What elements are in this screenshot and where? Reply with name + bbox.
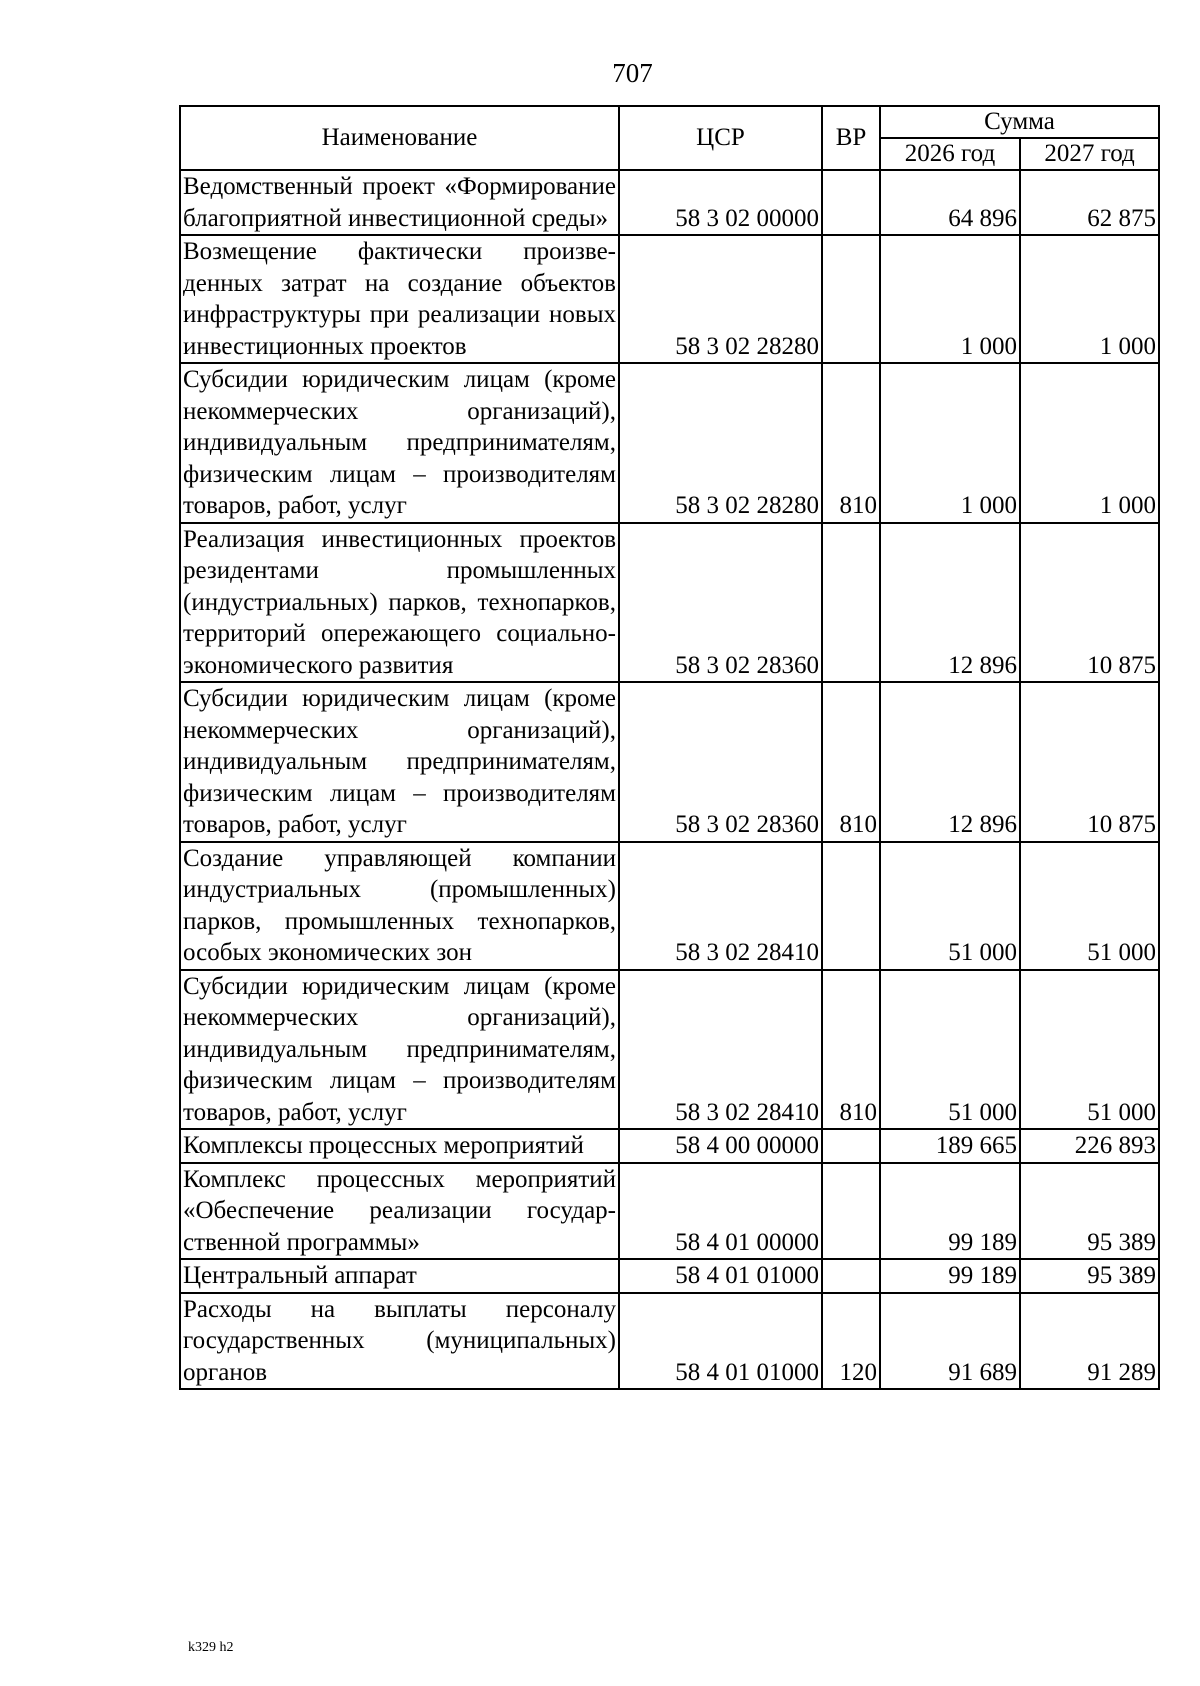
row-name-cell: Ведомственный проект «Формирование благоприятной инвестиционной среды» (180, 170, 619, 235)
row-sum-2027-cell: 51 000 (1020, 842, 1159, 970)
row-name-cell: Субсидии юридическим лицам (кроме некоммерческих организаций), индивидуальным предпринимателям, физическим лицам – производителям товаров, работ, услуг (180, 363, 619, 523)
row-sum-2027-cell: 10 875 (1020, 682, 1159, 842)
table-row (180, 170, 1159, 235)
header-row-1 (180, 106, 1159, 138)
row-vr-cell: 120 (822, 1293, 880, 1390)
row-vr-cell: 810 (822, 970, 880, 1130)
row-sum-2026-cell: 12 896 (880, 523, 1020, 683)
row-csr-cell: 58 3 02 28360 (619, 682, 822, 842)
row-sum-2027-cell: 51 000 (1020, 970, 1159, 1130)
header-vr: ВР (822, 106, 880, 170)
row-csr-cell: 58 4 01 01000 (619, 1259, 822, 1293)
row-sum-2026-cell: 64 896 (880, 170, 1020, 235)
row-csr-cell: 58 3 02 28410 (619, 842, 822, 970)
row-csr-cell: 58 3 02 28280 (619, 363, 822, 523)
header-year-2027: 2027 год (1020, 138, 1159, 170)
header-csr: ЦСР (619, 106, 822, 170)
row-name-cell: Комплекс процессных мероприятий «Обеспечение реализации государственной программы» (180, 1163, 619, 1260)
table-body (180, 170, 1159, 1389)
row-sum-2026-cell: 51 000 (880, 970, 1020, 1130)
row-sum-2026-cell: 12 896 (880, 682, 1020, 842)
row-vr-cell (822, 235, 880, 363)
row-csr-cell: 58 4 01 01000 (619, 1293, 822, 1390)
table-row (180, 1293, 1159, 1390)
page-number: 707 (612, 58, 653, 88)
row-csr-cell: 58 3 02 28360 (619, 523, 822, 683)
row-sum-2027-cell: 62 875 (1020, 170, 1159, 235)
row-name-cell: Комплексы процессных мероприятий (180, 1129, 619, 1163)
row-name-cell: Центральный аппарат (180, 1259, 619, 1293)
header-year-2026: 2026 год (880, 138, 1020, 170)
row-vr-cell (822, 842, 880, 970)
row-sum-2026-cell: 99 189 (880, 1259, 1020, 1293)
table-row (180, 1163, 1159, 1260)
table-row (180, 523, 1159, 683)
row-sum-2026-cell: 91 689 (880, 1293, 1020, 1390)
header-sum: Сумма (880, 106, 1159, 138)
row-csr-cell: 58 3 02 00000 (619, 170, 822, 235)
row-vr-cell (822, 1129, 880, 1163)
table-row (180, 1259, 1159, 1293)
row-name-cell: Субсидии юридическим лицам (кроме некоммерческих организаций), индивидуальным предпринимателям, физическим лицам – производителям товаров, работ, услуг (180, 682, 619, 842)
row-name-cell: Возмещение фактически произведенных затрат на создание объектов инфраструктуры при реализации новых инвестиционных проектов (180, 235, 619, 363)
footer-code: k329 h2 (188, 1640, 234, 1655)
table-row (180, 682, 1159, 842)
table-row (180, 363, 1159, 523)
row-sum-2027-cell: 10 875 (1020, 523, 1159, 683)
row-sum-2027-cell: 91 289 (1020, 1293, 1159, 1390)
row-csr-cell: 58 4 01 00000 (619, 1163, 822, 1260)
row-sum-2027-cell: 95 389 (1020, 1259, 1159, 1293)
table-row (180, 235, 1159, 363)
row-name-cell: Субсидии юридическим лицам (кроме некоммерческих организаций), индивидуальным предпринимателям, физическим лицам – производителям товаров, работ, услуг (180, 970, 619, 1130)
table-row (180, 1129, 1159, 1163)
table-row (180, 970, 1159, 1130)
row-sum-2027-cell: 1 000 (1020, 363, 1159, 523)
row-sum-2026-cell: 99 189 (880, 1163, 1020, 1260)
row-vr-cell (822, 170, 880, 235)
row-sum-2026-cell: 51 000 (880, 842, 1020, 970)
row-sum-2027-cell: 1 000 (1020, 235, 1159, 363)
row-csr-cell: 58 3 02 28280 (619, 235, 822, 363)
row-sum-2026-cell: 189 665 (880, 1129, 1020, 1163)
row-name-cell: Создание управляющей компании индустриальных (промышленных) парков, промышленных технопарков, особых экономических зон (180, 842, 619, 970)
row-sum-2026-cell: 1 000 (880, 363, 1020, 523)
row-vr-cell: 810 (822, 682, 880, 842)
row-vr-cell (822, 523, 880, 683)
row-sum-2026-cell: 1 000 (880, 235, 1020, 363)
row-name-cell: Реализация инвестиционных проектов резидентами промышленных (индустриальных) парков, технопарков, территорий опережающего социально-экономического развития (180, 523, 619, 683)
table-row (180, 842, 1159, 970)
row-vr-cell (822, 1259, 880, 1293)
row-sum-2027-cell: 95 389 (1020, 1163, 1159, 1260)
budget-table (179, 105, 1160, 1390)
row-csr-cell: 58 4 00 00000 (619, 1129, 822, 1163)
row-name-cell: Расходы на выплаты персоналу государственных (муниципальных) органов (180, 1293, 619, 1390)
row-vr-cell: 810 (822, 363, 880, 523)
row-csr-cell: 58 3 02 28410 (619, 970, 822, 1130)
row-vr-cell (822, 1163, 880, 1260)
header-name: Наименование (180, 106, 619, 170)
row-sum-2027-cell: 226 893 (1020, 1129, 1159, 1163)
